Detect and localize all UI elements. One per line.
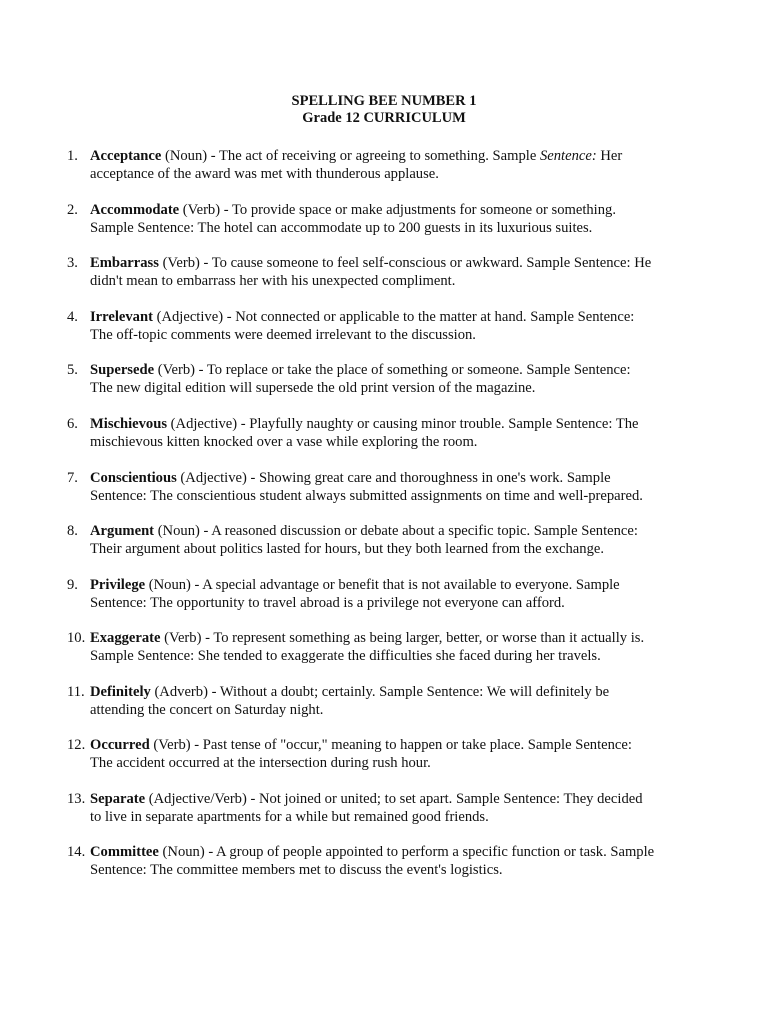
- item-line-1: [90, 576, 690, 594]
- document-subtitle: Grade 12 CURRICULUM: [302, 110, 466, 126]
- item-number: 4.: [67, 309, 78, 325]
- item-definition: (Verb) - To replace or take the place of something or someone. Sample Sentence:: [154, 362, 631, 378]
- item-line-2: The new digital edition will supersede the old print version of the magazine.: [90, 380, 536, 396]
- item-word: Embarrass: [90, 255, 159, 271]
- item-number: 9.: [67, 577, 78, 593]
- item-word: Mischievous: [90, 416, 168, 432]
- item-line-2: Sample Sentence: The hotel can accommodate up to 200 guests in its luxurious suites.: [90, 220, 593, 236]
- item-definition: (Adjective) - Showing great care and thoroughness in one's work. Sample: [176, 470, 611, 486]
- item-line-2: The off-topic comments were deemed irrelevant to the discussion.: [90, 327, 476, 343]
- item-definition: (Adverb) - Without a doubt; certainly. Sample Sentence: We will definitely be: [150, 684, 610, 700]
- item-word: Privilege: [90, 577, 146, 593]
- item-word: Acceptance: [90, 148, 162, 164]
- item-body: [90, 683, 690, 719]
- item-body: [90, 522, 690, 558]
- item-definition: (Noun) - A group of people appointed to perform a specific function or task. Sample: [158, 844, 655, 860]
- document-title: SPELLING BEE NUMBER 1: [291, 93, 477, 109]
- document-header: [0, 93, 768, 127]
- item-line-2: Sample Sentence: She tended to exaggerate the difficulties she faced during her travels.: [90, 648, 601, 664]
- item-line-2: mischievous kitten knocked over a vase while exploring the room.: [90, 434, 478, 450]
- item-body: [90, 201, 690, 237]
- item-line-1: [90, 254, 690, 272]
- item-body: [90, 308, 690, 344]
- item-body: [90, 415, 690, 451]
- item-number: 3.: [67, 255, 78, 271]
- item-line-1: [90, 361, 690, 379]
- item-line-1: [90, 469, 690, 487]
- item-line-2: to live in separate apartments for a while but remained good friends.: [90, 809, 489, 825]
- item-body: [90, 147, 690, 183]
- item-line-1: [90, 736, 690, 754]
- item-definition: (Verb) - To cause someone to feel self-conscious or awkward. Sample Sentence: He: [158, 255, 652, 271]
- item-line-2: The accident occurred at the intersection during rush hour.: [90, 755, 431, 771]
- item-line-1: [90, 790, 690, 808]
- item-definition: (Adjective/Verb) - Not joined or united; to set apart. Sample Sentence: They decided: [145, 791, 643, 807]
- item-line-2: didn't mean to embarrass her with his unexpected compliment.: [90, 273, 456, 289]
- item-word: Definitely: [90, 684, 151, 700]
- item-number: 2.: [67, 202, 78, 218]
- item-definition: (Adjective) - Not connected or applicable to the matter at hand. Sample Sentence:: [152, 309, 635, 325]
- item-line-1: [90, 843, 690, 861]
- item-line-2: attending the concert on Saturday night.: [90, 702, 324, 718]
- item-definition-end: Her: [596, 148, 623, 164]
- item-line-1: [90, 201, 690, 219]
- item-line-1: [90, 415, 690, 433]
- item-definition: (Adjective) - Playfully naughty or causing minor trouble. Sample Sentence: The: [167, 416, 639, 432]
- item-word: Supersede: [90, 362, 155, 378]
- item-number: 8.: [67, 523, 78, 539]
- item-number: 7.: [67, 470, 78, 486]
- item-line-2: Sentence: The committee members met to discuss the event's logistics.: [90, 862, 503, 878]
- item-word: Separate: [90, 791, 146, 807]
- item-word: Accommodate: [90, 202, 180, 218]
- item-line-1: [90, 522, 690, 540]
- item-word: Argument: [90, 523, 155, 539]
- item-definition: (Noun) - The act of receiving or agreeing to something. Sample: [161, 148, 540, 164]
- item-line-2: Sentence: The opportunity to travel abroad is a privilege not everyone can afford.: [90, 595, 565, 611]
- item-number: 6.: [67, 416, 78, 432]
- item-body: [90, 576, 690, 612]
- item-body: [90, 361, 690, 397]
- item-number: 12.: [67, 737, 86, 753]
- item-word: Conscientious: [90, 470, 177, 486]
- item-line-1: [90, 147, 690, 165]
- item-italic-text: Sentence:: [539, 148, 597, 164]
- item-definition: (Noun) - A special advantage or benefit that is not available to everyone. Sample: [145, 577, 620, 593]
- item-line-2: Their argument about politics lasted for hours, but they both learned from the exchange.: [90, 541, 605, 557]
- item-number: 1.: [67, 148, 78, 164]
- item-body: [90, 790, 690, 826]
- item-definition: (Verb) - To represent something as being larger, better, or worse than it actually is.: [160, 630, 645, 646]
- item-line-1: [90, 629, 690, 647]
- item-number: 13.: [67, 791, 86, 807]
- item-body: [90, 629, 690, 665]
- item-line-1: [90, 308, 690, 326]
- item-word: Occurred: [90, 737, 150, 753]
- item-number: 11.: [67, 684, 85, 700]
- item-body: [90, 843, 690, 879]
- item-body: [90, 254, 690, 290]
- item-number: 5.: [67, 362, 78, 378]
- item-line-1: [90, 683, 690, 701]
- item-line-2: Sentence: The conscientious student always submitted assignments on time and well-prepared.: [90, 488, 643, 504]
- item-body: [90, 469, 690, 505]
- item-definition: (Verb) - To provide space or make adjustments for someone or something.: [179, 202, 616, 218]
- item-number: 10.: [67, 630, 86, 646]
- item-definition: (Verb) - Past tense of "occur," meaning to happen or take place. Sample Sentence:: [149, 737, 632, 753]
- item-number: 14.: [67, 844, 86, 860]
- item-word: Exaggerate: [90, 630, 161, 646]
- item-definition: (Noun) - A reasoned discussion or debate about a specific topic. Sample Sentence:: [154, 523, 638, 539]
- item-word: Irrelevant: [90, 309, 153, 325]
- item-word: Committee: [90, 844, 159, 860]
- item-line-2: acceptance of the award was met with thunderous applause.: [90, 166, 439, 182]
- item-body: [90, 736, 690, 772]
